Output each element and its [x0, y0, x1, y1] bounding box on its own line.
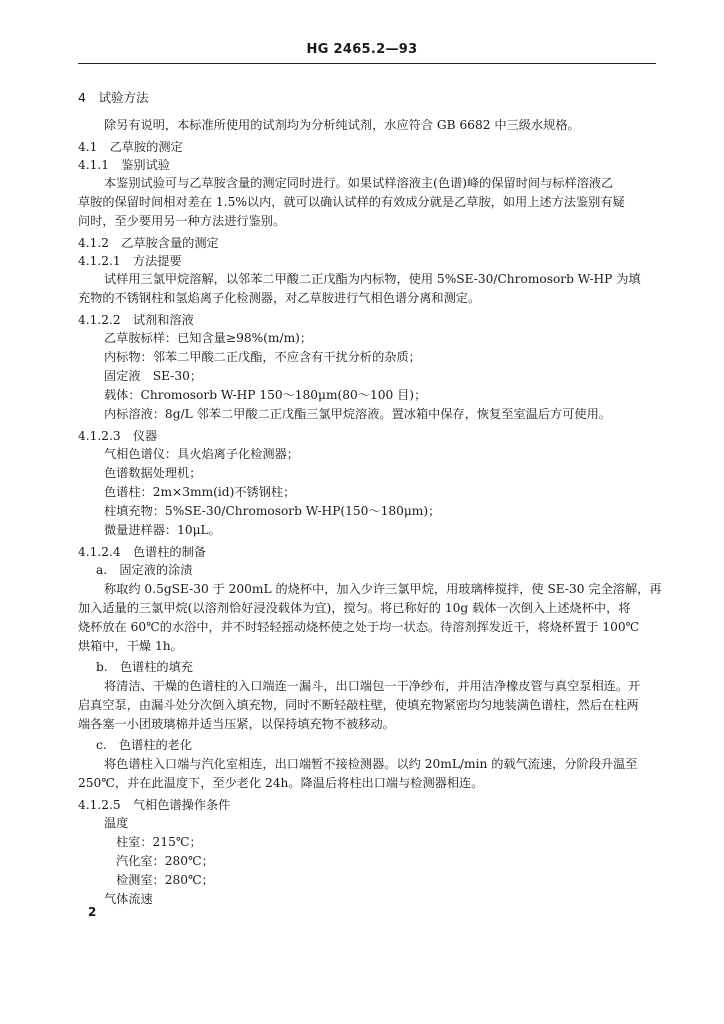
text-line: 载体：Chromosorb W-HP 150～180μm(80～100 目)；: [104, 388, 427, 402]
text-line: 4.1 乙草胺的测定: [78, 140, 183, 154]
text-line: 4 试验方法: [78, 90, 149, 105]
text-line: 草胺的保留时间相对差在 1.5%以内，就可以确认试样的有效成分就是乙草胺，如用上述方法鉴别有疑: [78, 195, 625, 209]
text-line: 色谱数据处理机；: [104, 466, 202, 480]
text-line: 检测室：280℃；: [116, 873, 214, 887]
text-line: 柱室：215℃；: [116, 835, 202, 849]
text-line: 气体流速: [104, 892, 153, 906]
text-line: 内标物：邻苯二甲酸二正戊酯，不应含有干扰分析的杂质；: [104, 350, 421, 364]
text-line: 温度: [104, 816, 129, 830]
page-number: 2: [88, 905, 97, 919]
text-line: 汽化室：280℃；: [116, 854, 214, 868]
text-line: 将色谱柱入口端与汽化室相连，出口端暂不接检测器。以约 20mL/min 的载气流速，分阶段升温至: [104, 757, 638, 771]
text-line: 4.1.2 乙草胺含量的测定: [78, 236, 219, 250]
text-line: b. 色谱柱的填充: [96, 660, 193, 674]
text-line: 除另有说明，本标准所使用的试剂均为分析纯试剂，水应符合 GB 6682 中三级水规格。: [104, 118, 580, 132]
text-line: a. 固定液的涂渍: [96, 563, 193, 577]
text-line: 4.1.1 鉴别试验: [78, 158, 170, 172]
text-line: 固定液 SE-30；: [104, 369, 203, 383]
text-line: 加入适量的三氯甲烷(以溶剂恰好浸没载体为宜)，搅匀。将已称好的 10g 载体一次倒入上述烧杯中，将: [78, 601, 631, 615]
text-line: 4.1.2.2 试剂和溶液: [78, 313, 194, 327]
text-line: 250℃，并在此温度下，至少老化 24h。降温后将柱出口端与检测器相连。: [78, 776, 484, 790]
text-line: 称取约 0.5gSE-30 于 200mL 的烧杯中，加入少许三氯甲烷，用玻璃棒搅拌，使 SE-30 完全溶解，再: [104, 582, 662, 596]
text-line: 问时，至少要用另一种方法进行鉴别。: [78, 214, 286, 228]
text-line: 将清洁、干燥的色谱柱的入口端连一漏斗，出口端包一干净纱布，并用洁净橡皮管与真空泵相连。开: [104, 679, 641, 693]
text-line: 气相色谱仪：具火焰离子化检测器；: [104, 447, 299, 461]
text-line: 4.1.2.4 色谱柱的制备: [78, 545, 206, 559]
text-line: 色谱柱：2m×3mm(id)不锈钢柱；: [104, 485, 296, 499]
text-line: 烧杯放在 60℃的水浴中，并不时轻轻摇动烧杯使之处于均一状态。待溶剂挥发近干，将烧杯置于 100℃: [78, 620, 640, 634]
text-line: 启真空泵，由漏斗处分次倒入填充物，同时不断轻敲柱壁，使填充物紧密均匀地装满色谱柱，然后在柱两: [78, 698, 639, 712]
text-line: 充物的不锈钢柱和氢焰离子化检测器，对乙草胺进行气相色谱分离和测定。: [78, 291, 481, 305]
text-line: 微量进样器：10μL。: [104, 523, 221, 537]
text-line: 4.1.2.5 气相色谱操作条件: [78, 798, 231, 812]
text-line: 内标溶液：8g/L 邻苯二甲酸二正戊酯三氯甲烷溶液。置冰箱中保存，恢复至室温后方可使用。: [104, 407, 611, 421]
text-line: 烘箱中，干燥 1h。: [78, 639, 183, 653]
text-line: 试样用三氯甲烷溶解，以邻苯二甲酸二正戊酯为内标物，使用 5%SE-30/Chromosorb W-HP 为填: [104, 272, 641, 286]
text-line: 本鉴别试验可与乙草胺含量的测定同时进行。如果试样溶液主(色谱)峰的保留时间与标样溶液乙: [104, 176, 614, 190]
header-rule: [78, 63, 656, 64]
text-line: 端各塞一小团玻璃棉并适当压紧，以保持填充物不被移动。: [78, 717, 395, 731]
text-line: c. 色谱柱的老化: [96, 738, 193, 752]
text-line: 乙草胺标样：已知含量≥98%(m/m)；: [104, 331, 313, 345]
text-line: 4.1.2.1 方法提要: [78, 254, 182, 268]
text-line: 柱填充物：5%SE-30/Chromosorb W-HP(150～180μm)；: [104, 504, 441, 518]
document-code-header: HG 2465.2—93: [306, 42, 418, 57]
text-line: 4.1.2.3 仪器: [78, 429, 158, 443]
